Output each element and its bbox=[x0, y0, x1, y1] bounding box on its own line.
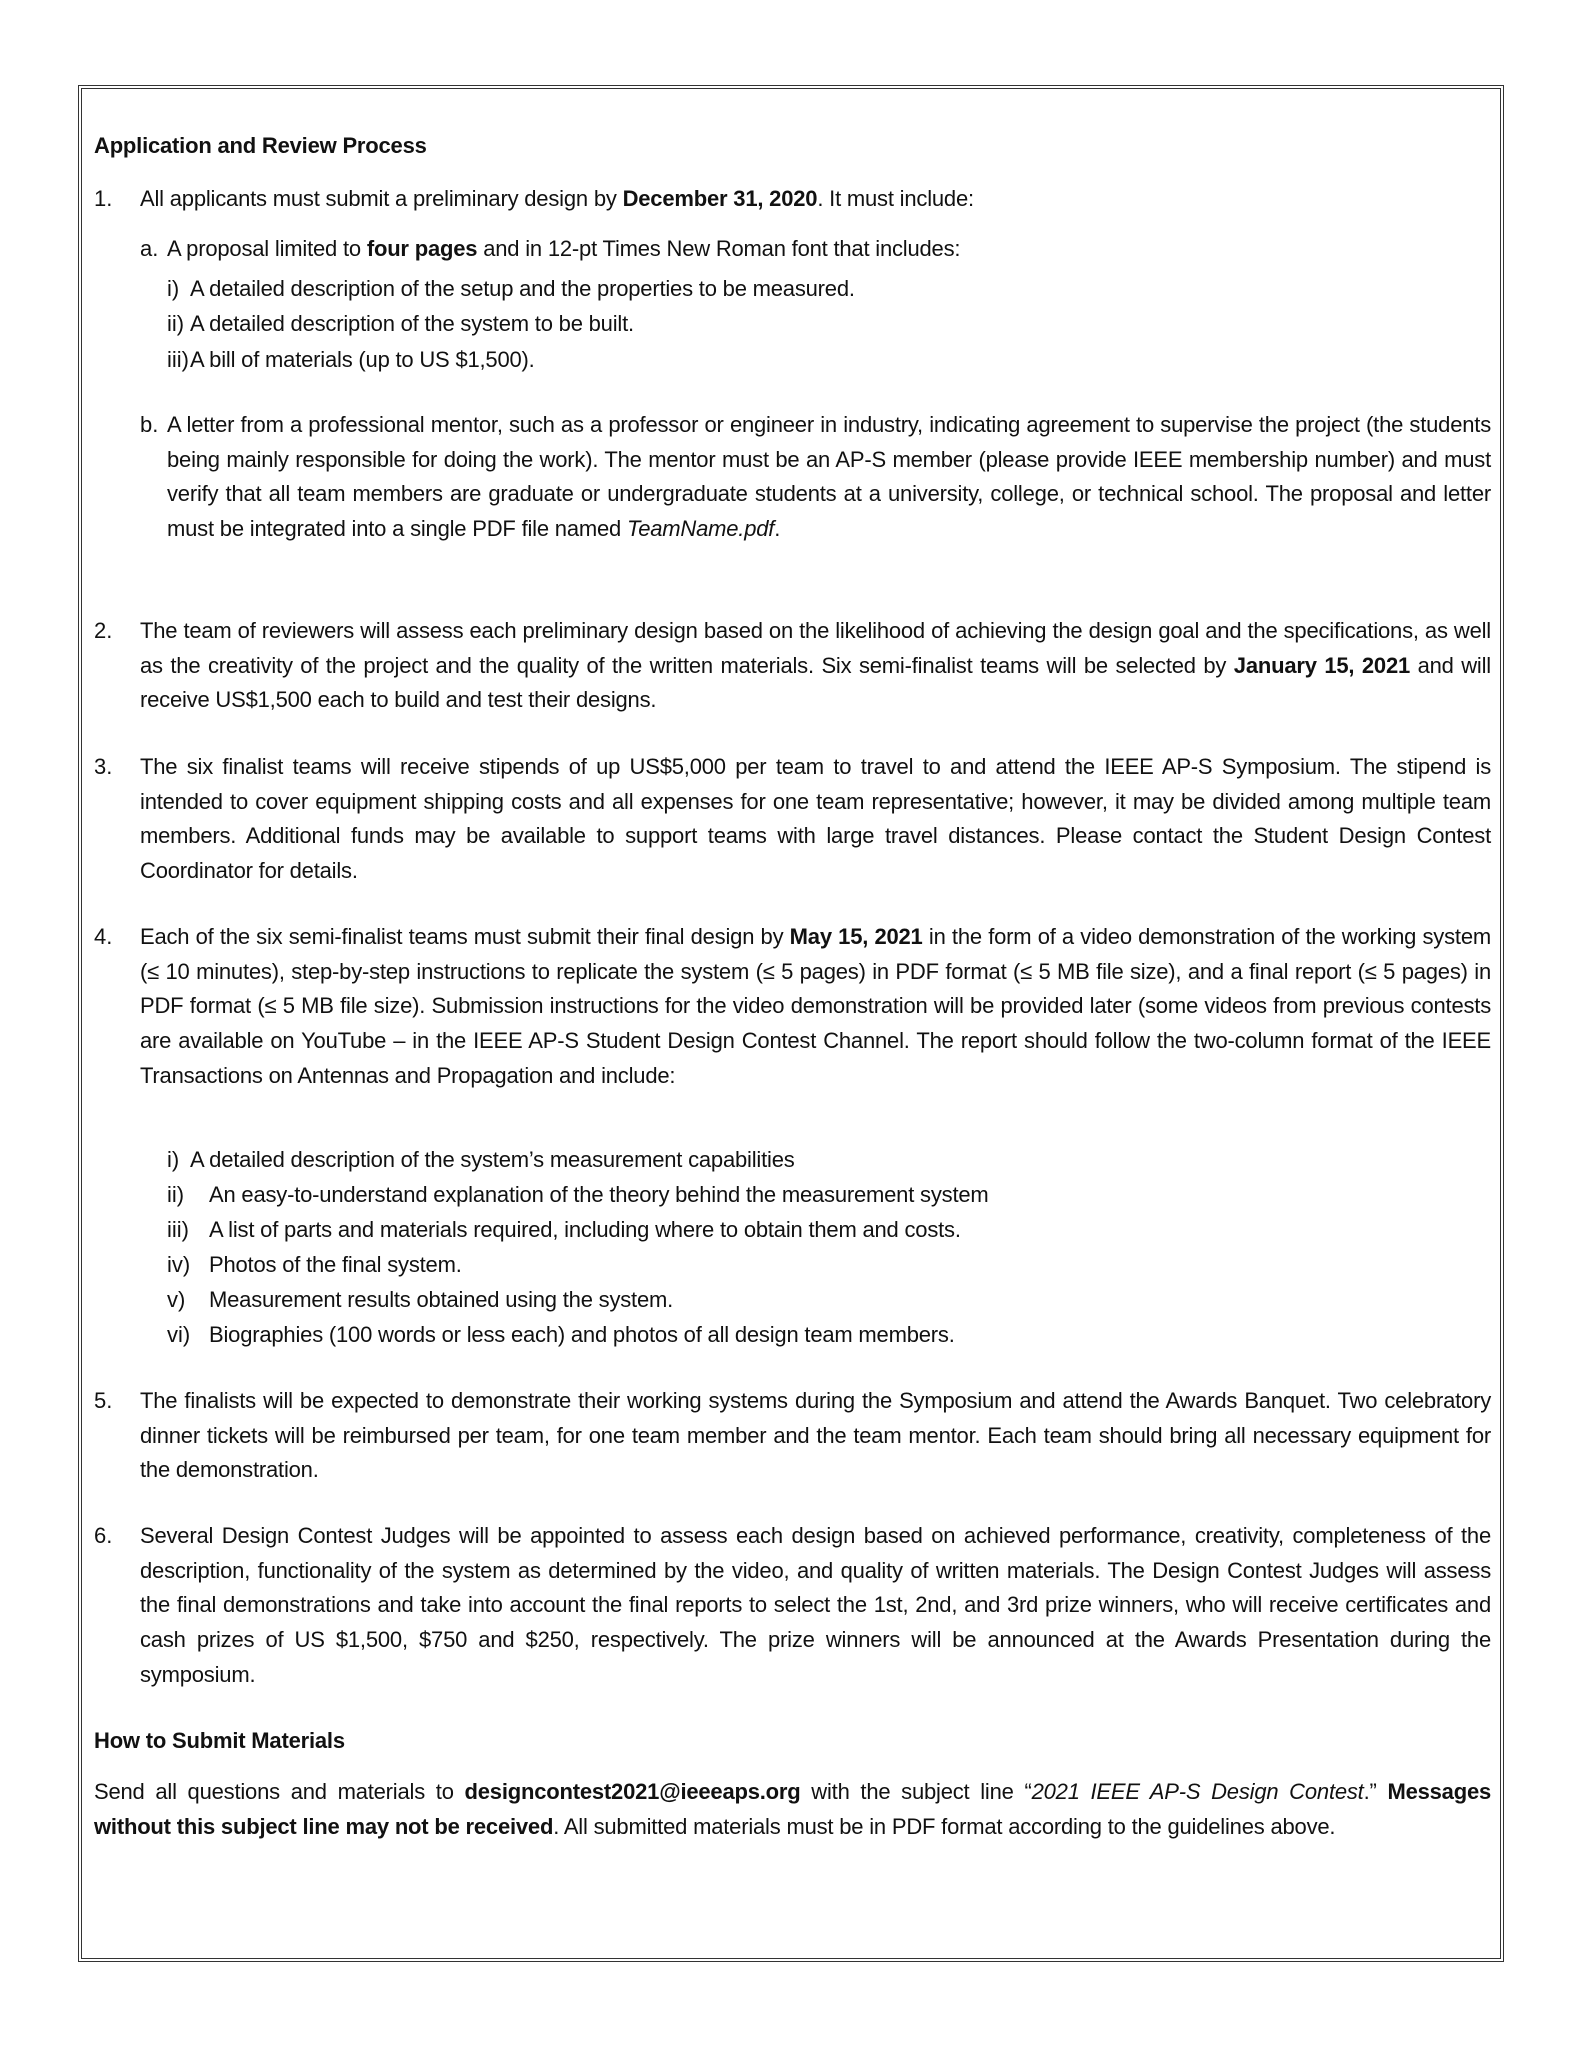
text-run: in the form of a video demonstration of the working system (≤ 10 minutes), step-by-step instructions to replicate the system (≤ 5 pages) in PDF format (≤ 5 MB file size), and a final report (≤ 5 pages) in PDF format (≤ 5 MB file size). Submission instructions for the video demonstration will be provided later (some videos from previous contests are available on YouTube – in the IEEE AP-S Student Design Contest Channel. The report should follow the two-column format of the IEEE Transactions on Antennas and Propagation and include: bbox=[140, 924, 1491, 1088]
list-marker: i) bbox=[167, 276, 180, 301]
list-item bbox=[190, 343, 1491, 378]
italic-text: 2021 IEEE AP-S Design Contest bbox=[1031, 1779, 1364, 1804]
text-run: . All submitted materials must be in PDF format according to the guidelines above. bbox=[553, 1813, 1336, 1839]
list-item bbox=[209, 1283, 1491, 1318]
section-heading-application: Application and Review Process bbox=[94, 133, 427, 158]
text-run: Each of the six semi-finalist teams must submit their final design by bbox=[140, 924, 790, 949]
list-marker: 6. bbox=[94, 1523, 113, 1548]
section-heading-submit: How to Submit Materials bbox=[94, 1728, 345, 1753]
list-marker: 4. bbox=[94, 924, 113, 949]
text-run: A proposal limited to bbox=[167, 236, 367, 261]
text-run: with the subject line “ bbox=[800, 1779, 1032, 1804]
list-item bbox=[190, 1143, 1491, 1178]
list-marker: b. bbox=[140, 412, 159, 437]
list-item bbox=[167, 408, 1491, 547]
text-run: The six finalist teams will receive stipends of up US$5,000 per team to travel to and attend the IEEE AP-S Symposium. The stipend is intended to cover equipment shipping costs and all expenses for one team representative; however, it may be divided among multiple team members. Additional funds may be available to support teams with large travel distances. Please contact the Student Design Contest Coordinator for details. bbox=[140, 754, 1491, 884]
text-run: A detailed description of the setup and the properties to be measured. bbox=[190, 276, 855, 301]
list-item bbox=[140, 182, 1491, 217]
bold-text: Messages without this subject line may not be received bbox=[94, 1779, 1492, 1839]
list-item bbox=[140, 1384, 1491, 1488]
list-marker: iv) bbox=[167, 1252, 191, 1277]
list-item bbox=[190, 307, 1491, 342]
text-run: and will receive US$1,500 each to build and test their designs. bbox=[140, 652, 1491, 713]
list-marker: a. bbox=[140, 236, 159, 261]
list-marker: 3. bbox=[94, 754, 113, 779]
list-marker: i) bbox=[167, 1147, 180, 1172]
list-marker: 2. bbox=[94, 618, 113, 643]
bold-text: May 15, 2021 bbox=[789, 924, 923, 949]
text-run: The finalists will be expected to demonstrate their working systems during the Symposium and attend the Awards Banquet. Two celebratory dinner tickets will be reimbursed per team, for one team member and the team mentor. Each team should bring all necessary equipment for the demonstration. bbox=[140, 1388, 1491, 1483]
text-run: Measurement results obtained using the system. bbox=[209, 1287, 674, 1312]
list-marker: 1. bbox=[94, 186, 113, 211]
text-run: A letter from a professional mentor, such as a professor or engineer in industry, indicating agreement to supervise the project (the students being mainly responsible for doing the work). The mentor must be an AP-S member (please provide IEEE membership number) and must verify that all team members are graduate or undergraduate students at a university, college, or technical school. The proposal and letter must be integrated into a single PDF file named bbox=[167, 412, 1491, 542]
list-item bbox=[140, 614, 1491, 718]
text-run: and in 12-pt Times New Roman font that includes: bbox=[477, 236, 961, 261]
italic-text: TeamName.pdf bbox=[626, 516, 775, 542]
list-item bbox=[140, 920, 1491, 1094]
list-marker: iii) bbox=[167, 347, 189, 372]
submit-paragraph bbox=[94, 1775, 1491, 1844]
list-item bbox=[209, 1178, 1491, 1213]
list-item bbox=[190, 272, 1491, 307]
list-marker: v) bbox=[167, 1287, 186, 1312]
text-run: Biographies (100 words or less each) and photos of all design team members. bbox=[209, 1322, 955, 1347]
list-item bbox=[140, 750, 1491, 889]
list-item bbox=[209, 1318, 1491, 1353]
list-item bbox=[167, 232, 1491, 267]
text-run: .” bbox=[1363, 1779, 1388, 1804]
text-run: Several Design Contest Judges will be appointed to assess each design based on achieved performance, creativity, completeness of the description, functionality of the system as determined by the video, and quality of written materials. The Design Contest Judges will assess the final demonstrations and take into account the final reports to select the 1st, 2nd, and 3rd prize winners, who will receive certificates and cash prizes of US $1,500, $750 and $250, respectively. The prize winners will be announced at the Awards Presentation during the symposium. bbox=[140, 1523, 1491, 1687]
text-run: . It must include: bbox=[817, 186, 974, 211]
text-run: Send all questions and materials to bbox=[94, 1779, 465, 1804]
bold-text: December 31, 2020 bbox=[622, 186, 818, 211]
list-marker: vi) bbox=[167, 1322, 191, 1347]
list-marker: ii) bbox=[167, 1182, 185, 1207]
text-run: Photos of the final system. bbox=[209, 1252, 462, 1277]
text-run: All applicants must submit a preliminary design by bbox=[140, 186, 623, 211]
bold-text: four pages bbox=[366, 236, 478, 261]
bold-text[interactable]: designcontest2021@ieeeaps.org bbox=[464, 1779, 801, 1804]
list-item bbox=[209, 1213, 1491, 1248]
text-run: A bill of materials (up to US $1,500). bbox=[190, 347, 535, 372]
text-run: A list of parts and materials required, including where to obtain them and costs. bbox=[209, 1217, 961, 1242]
text-run: A detailed description of the system’s measurement capabilities bbox=[190, 1147, 795, 1172]
text-run: . bbox=[774, 516, 781, 542]
list-item bbox=[209, 1248, 1491, 1283]
list-marker: iii) bbox=[167, 1217, 189, 1242]
text-run: A detailed description of the system to be built. bbox=[190, 311, 634, 336]
list-item bbox=[140, 1519, 1491, 1693]
list-marker: 5. bbox=[94, 1388, 113, 1413]
text-run: An easy-to-understand explanation of the theory behind the measurement system bbox=[209, 1182, 989, 1207]
text-run: The team of reviewers will assess each preliminary design based on the likelihood of achieving the design goal and the specifications, as well as the creativity of the project and the quality of the written materials. Six semi-finalist teams will be selected by bbox=[140, 618, 1491, 678]
list-marker: ii) bbox=[167, 311, 185, 336]
bold-text: January 15, 2021 bbox=[1233, 652, 1411, 678]
